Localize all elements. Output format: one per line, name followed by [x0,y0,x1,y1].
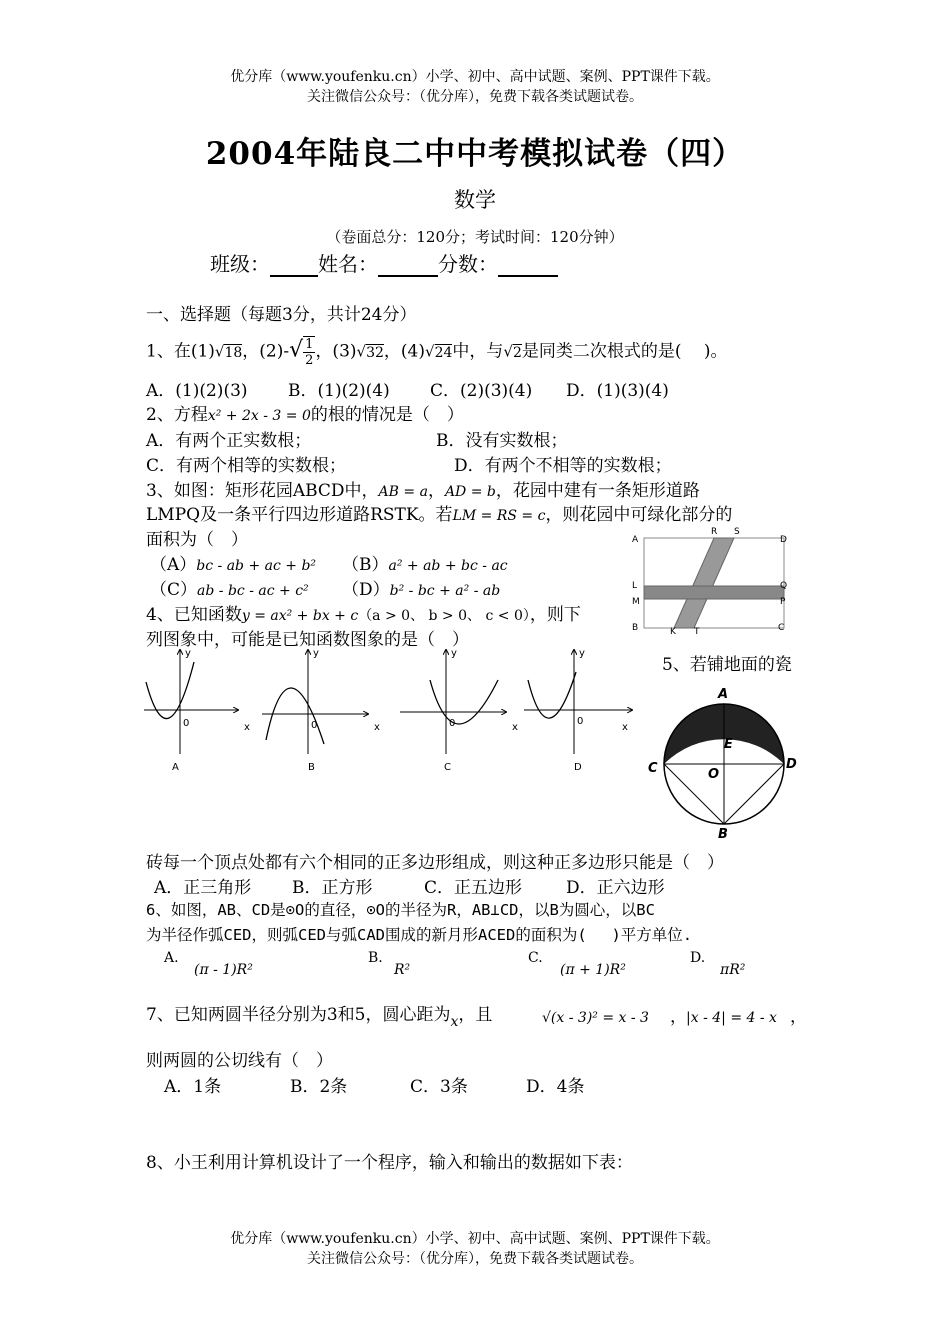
q7-equation-1: √(x - 3)² = x - 3 [542,1010,649,1026]
subject-title: 数学 [454,188,496,212]
label-K: K [670,627,676,637]
exam-info: （卷面总分：120分；考试时间：120分钟） [326,228,624,246]
name-blank[interactable] [378,257,438,277]
option-label: （B） [342,555,389,575]
q3-option-c [150,575,309,600]
q6-option-a-value: (π - 1)R² [194,962,253,978]
q4-function: y = ax² + bx + c [241,608,359,624]
label-L: L [632,581,638,591]
q7-equation-2: |x - 4| = 4 - x [686,1010,777,1026]
question-6-line-2: 为半径作弧CED，则弧CED与弧CAD围成的新月形ACED的面积为( )平方单位. [146,926,693,944]
question-8: 8、小王利用计算机设计了一个程序，输入和输出的数据如下表： [146,1153,633,1173]
q3-text: ，花园中建有一条矩形道路 [495,481,700,501]
label-A: A [718,687,729,702]
label-S: S [734,527,740,537]
label-R: R [711,527,718,537]
axis-x-label: x [512,722,518,733]
q7-option-d: D．4条 [526,1077,585,1097]
class-label: 班级： [210,252,270,276]
origin-label: 0 [311,720,318,731]
label-M: M [632,597,640,607]
axis-y-label: y [185,648,191,659]
q1-radicand-5: 2 [512,344,522,361]
q3-condition: LM = RS = c [452,508,546,524]
q3-text: LMPQ及一条平行四边形道路RSTK。若 [146,505,453,525]
q6-crescent-figure [640,684,810,844]
q4-condition: （a > 0、 b > 0、 c < 0） [358,608,530,624]
question-7-line-1 [146,1000,492,1030]
label-P: P [780,597,786,607]
header-line-1: 优分库（www.youfenku.cn）小学、初中、高中试题、案例、PPT课件下载。 [230,69,720,85]
question-7-line-2: 则两圆的公切线有（ ） [146,1051,333,1071]
footer-line-2: 关注微信公众号：（优分库），免费下载各类试题试卷。 [307,1251,643,1267]
score-label: 分数： [438,252,498,276]
label-E: E [724,737,733,752]
sqrt-symbol: √ [425,342,435,361]
q3-ad: AD = b [444,484,496,500]
q4-text: ，则下 [529,605,581,625]
origin-label: 0 [183,718,190,729]
label-D: D [780,535,787,545]
q3-option-b [342,550,508,575]
road-rectangle [644,586,784,599]
q2-option-c: C．有两个相等的实数根； [146,456,347,476]
fraction-denominator: 2 [305,353,314,368]
origin-label: 0 [577,716,584,727]
q2-equation: x² + 2x - 3 = 0 [207,408,311,424]
q7-text: 7、已知两圆半径分别为3和5，圆心距为 [146,1005,451,1025]
graph-d [524,648,632,773]
label-D: D [786,757,797,772]
parabola-c [430,680,498,724]
road-parallelogram [674,538,734,628]
option-label: （C） [150,580,198,600]
question-3-line-1: 3、如图：矩形花园ABCD中，AB = a，AD = b，花园中建有一条矩形道路 [146,481,700,501]
sqrt-symbol: √ [289,337,304,363]
q1-option-b: B．(1)(2)(4) [288,381,390,401]
question-4-line-2: 列图象中，可能是已知函数图象的是（ ） [146,630,469,650]
q1-text: 是同类二次根式的是( )。 [521,341,728,362]
q1-radicand-3: 32 [366,344,384,361]
graph-a [144,648,250,773]
axis-x-label: x [244,722,250,733]
q1-text: 1、在(1) [146,341,215,362]
q6-option-d-value: πR² [720,962,746,978]
option-label: （D） [342,580,390,600]
sqrt-symbol: √ [214,342,225,361]
q5-option-d: D．正六边形 [566,878,665,898]
q3-text: ，则花园中可绿化部分的 [545,505,733,525]
fraction-numerator: 1 [305,337,314,352]
q1-text: 中，与 [452,341,504,362]
chord-db [724,764,784,824]
parabola-d [528,672,576,718]
q5-option-b: B．正方形 [292,878,373,898]
q7-option-a: A．1条 [164,1077,222,1097]
q6-option-d-label: D. [690,950,706,966]
q1-fraction [303,336,315,368]
q1-option-d: D．(1)(3)(4) [566,381,669,401]
q6-option-b-value: R² [394,962,411,978]
q7-variable: x [450,1014,459,1030]
q7-comma-2: ， [790,1007,807,1027]
q1-text: ，(2)- [242,341,290,362]
q3-option-a [150,550,316,575]
label-B: B [632,623,639,633]
label-B: B [718,827,728,842]
graph-label-c: C [444,762,451,773]
name-label: 姓名： [318,252,378,276]
q6-option-c-value: (π + 1)R² [560,962,626,978]
label-Q: Q [780,581,788,591]
q7-comma-1: ， [670,1007,687,1027]
label-T: T [694,627,700,637]
q1-text: ，(3) [315,341,357,362]
axis-x-label: x [374,722,380,733]
section-heading: 一、选择题（每题3分，共计24分） [146,305,417,325]
question-2 [146,400,464,425]
q2-option-a: A．有两个正实数根； [146,431,312,451]
axis-x-label: x [622,722,628,733]
axis-y-label: y [313,648,319,659]
student-info [210,248,558,277]
question-6-line-1: 6、如图，AB、CD是⊙O的直径，⊙O的半径为R，AB⊥CD，以B为圆心，以BC [146,901,655,919]
q2-option-d: D．有两个不相等的实数根； [454,456,672,476]
q6-option-c-label: C. [528,950,543,966]
header-line-2: 关注微信公众号：（优分库），免费下载各类试题试卷。 [307,89,643,105]
q7-option-b: B．2条 [290,1077,348,1097]
q2-text: 2、方程 [146,405,208,425]
axis-y-label: y [451,648,457,659]
question-4-line-1 [146,600,581,625]
sqrt-symbol: √ [503,342,513,361]
q3-garden-figure [628,526,798,638]
option-formula: a² + ab + bc - ac [388,558,508,574]
option-label: （A） [150,555,197,575]
q4-graphs [138,644,638,774]
q2-text: 的根的情况是（ ） [310,405,464,425]
option-formula: bc - ab + ac + b² [196,558,317,574]
q7-text: ，且 [458,1005,493,1025]
label-O: O [708,767,720,782]
q6-option-a-label: A. [164,950,179,966]
q1-radicand-4: 24 [434,344,453,361]
page-title: 2004年陆良二中中考模拟试卷（四） [205,136,745,172]
graph-label-a: A [172,762,179,773]
footer-line-1: 优分库（www.youfenku.cn）小学、初中、高中试题、案例、PPT课件下载。 [230,1231,720,1247]
q3-option-d [342,575,500,600]
option-formula: ab - bc - ac + c² [197,583,309,599]
score-blank[interactable] [498,257,558,277]
label-C: C [778,623,785,633]
question-3-line-3: 面积为（ ） [146,530,248,550]
graph-c [400,648,518,773]
parabola-b [266,688,324,744]
q3-ab: AB = a [378,484,428,500]
origin-label: 0 [449,718,456,729]
q1-text: ，(4) [383,341,426,362]
q3-text: 3、如图：矩形花园ABCD中， [146,481,379,501]
label-A: A [632,535,639,545]
q1-option-c: C．(2)(3)(4) [430,381,533,401]
question-5-cont: 砖每一个顶点处都有六个相同的正多边形组成，则这种正多边形只能是（ ） [146,853,724,873]
q5-option-c: C．正五边形 [424,878,523,898]
q2-option-b: B．没有实数根； [436,431,568,451]
q1-radicand-1: 18 [224,344,243,361]
graph-label-d: D [574,762,582,773]
q4-text: 4、已知函数 [146,605,242,625]
q6-option-b-label: B. [368,950,383,966]
option-formula: b² - bc + a² - ab [389,583,501,599]
graph-b [262,648,380,773]
question-1 [146,336,728,368]
class-blank[interactable] [270,257,318,277]
graph-label-b: B [308,762,315,773]
question-3-line-2 [146,500,732,525]
question-5-start: 5、若铺地面的瓷 [662,655,792,675]
axis-y-label: y [579,648,585,659]
label-C: C [648,761,658,776]
sqrt-symbol: √ [356,342,367,361]
q5-option-a: A．正三角形 [154,878,252,898]
q7-option-c: C．3条 [410,1077,468,1097]
q1-option-a: A．(1)(2)(3) [146,381,248,401]
